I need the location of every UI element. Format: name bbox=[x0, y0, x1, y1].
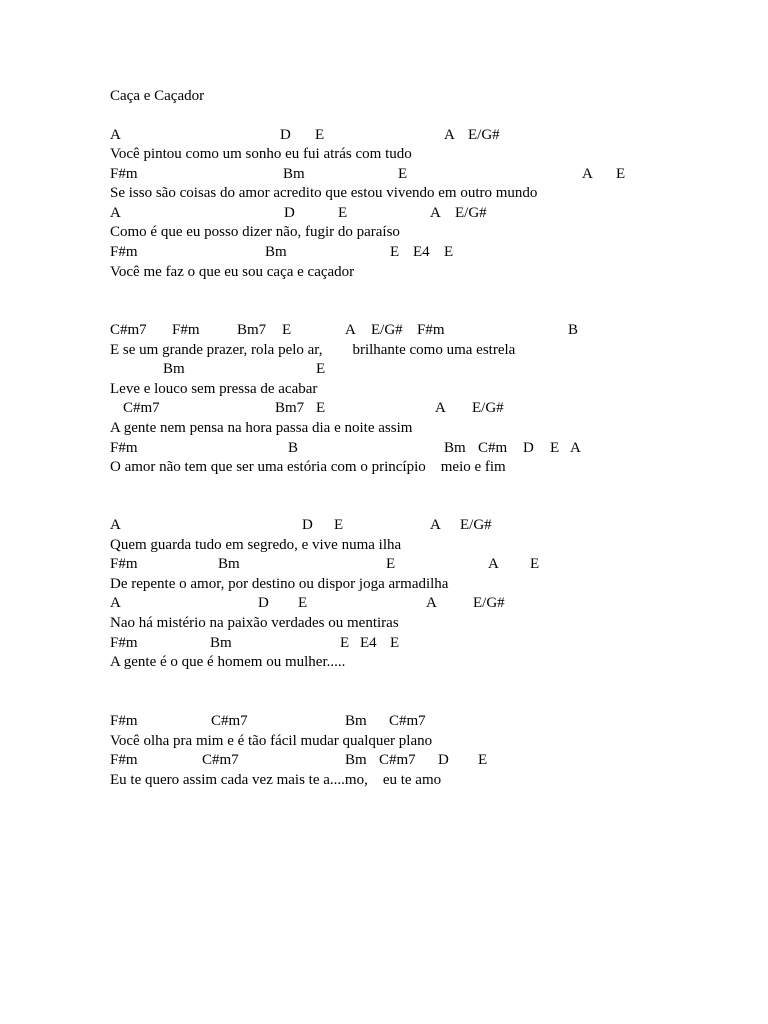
chord: F#m bbox=[110, 439, 138, 456]
chord: E bbox=[390, 634, 400, 651]
chord: A bbox=[570, 439, 581, 456]
chord: E bbox=[338, 204, 348, 221]
chord: A bbox=[110, 126, 121, 143]
lyric: A gente nem pensa na hora passa dia e noite assim bbox=[110, 419, 413, 436]
chord: E bbox=[550, 439, 560, 456]
lyric: O amor não tem que ser uma estória com o princípio meio e fim bbox=[110, 459, 506, 476]
chord: E bbox=[390, 244, 400, 261]
chord: F#m bbox=[110, 165, 138, 182]
chord: E bbox=[386, 556, 396, 573]
chord: Bm bbox=[218, 556, 240, 573]
chord: E/G# bbox=[473, 595, 505, 612]
lyric: Você me faz o que eu sou caça e caçador bbox=[110, 263, 355, 280]
chord: E bbox=[316, 361, 326, 378]
chord-line bbox=[110, 321, 750, 341]
chord-line bbox=[110, 165, 750, 185]
chord: A bbox=[488, 556, 499, 573]
lyric: Como é que eu posso dizer não, fugir do paraíso bbox=[110, 224, 400, 241]
chord: E4 bbox=[360, 634, 377, 651]
chord: E/G# bbox=[472, 400, 504, 417]
chord: C#m7 bbox=[389, 713, 426, 729]
chord: C#m7 bbox=[379, 752, 416, 769]
verse-2 bbox=[110, 321, 750, 478]
chord: Bm bbox=[345, 713, 367, 729]
chord: A bbox=[110, 517, 121, 533]
chord-line bbox=[110, 243, 750, 263]
lyric-line bbox=[110, 184, 750, 204]
chord: A bbox=[110, 204, 121, 221]
chord: F#m bbox=[172, 322, 200, 338]
chord-line bbox=[110, 204, 750, 224]
chord: E4 bbox=[413, 244, 430, 261]
chord: E bbox=[530, 556, 540, 573]
lyric-line bbox=[110, 771, 750, 791]
verse-3 bbox=[110, 516, 750, 673]
lyric: Você olha pra mim e é tão fácil mudar qualquer plano bbox=[110, 732, 433, 749]
lyric-line bbox=[110, 223, 750, 243]
lyric-line bbox=[110, 614, 750, 634]
verse-4 bbox=[110, 712, 750, 790]
chord: C#m7 bbox=[123, 400, 160, 417]
chord: F#m bbox=[417, 322, 445, 338]
chord: E bbox=[616, 165, 626, 182]
lyric-line bbox=[110, 145, 750, 165]
chord: C#m7 bbox=[211, 713, 248, 729]
chord: F#m bbox=[110, 556, 138, 573]
chord: Bm bbox=[163, 361, 185, 378]
lyric-line bbox=[110, 263, 750, 283]
chord: E/G# bbox=[460, 517, 492, 533]
chord: Bm bbox=[444, 439, 466, 456]
chord: E/G# bbox=[371, 322, 403, 338]
chord: A bbox=[345, 322, 356, 338]
verse-1 bbox=[110, 126, 750, 283]
chord: E/G# bbox=[468, 126, 500, 143]
lyric: Nao há mistério na paixão verdades ou mentiras bbox=[110, 614, 399, 631]
chord: D bbox=[302, 517, 313, 533]
chord: B bbox=[568, 322, 579, 338]
chord-line bbox=[110, 751, 750, 771]
lyric: Eu te quero assim cada vez mais te a....mo, eu te amo bbox=[110, 771, 442, 788]
chord: Bm bbox=[345, 752, 367, 769]
chord: A bbox=[430, 517, 441, 533]
lyric-line bbox=[110, 419, 750, 439]
chord: E bbox=[316, 400, 326, 417]
chord: C#m bbox=[478, 439, 508, 456]
lyric: Você pintou como um sonho eu fui atrás com tudo bbox=[110, 146, 412, 163]
chord: D bbox=[523, 439, 534, 456]
chord: C#m7 bbox=[110, 322, 147, 338]
chord-line bbox=[110, 634, 750, 654]
chord: Bm7 bbox=[275, 400, 305, 417]
chord: E bbox=[340, 634, 350, 651]
chord: A bbox=[435, 400, 446, 417]
lyric: E se um grande prazer, rola pelo ar, brilhante como uma estrela bbox=[110, 341, 516, 358]
chord: E bbox=[282, 322, 292, 338]
chord: F#m bbox=[110, 244, 138, 261]
chord: D bbox=[284, 204, 295, 221]
chord-line bbox=[110, 399, 750, 419]
song-title: Caça e Caçador bbox=[110, 88, 205, 104]
chord: D bbox=[438, 752, 449, 769]
chord-line bbox=[110, 516, 750, 536]
chord: D bbox=[280, 126, 291, 143]
chord-line bbox=[110, 126, 750, 146]
chord: F#m bbox=[110, 713, 138, 729]
chord-line bbox=[110, 439, 750, 459]
lyric: A gente é o que é homem ou mulher..... bbox=[110, 654, 346, 671]
chord: C#m7 bbox=[202, 752, 239, 769]
lyric-line bbox=[110, 536, 750, 556]
lyric: Quem guarda tudo em segredo, e vive numa ilha bbox=[110, 536, 402, 553]
chord: A bbox=[430, 204, 441, 221]
lyric-line bbox=[110, 341, 750, 361]
chord: Bm bbox=[265, 244, 287, 261]
chord: Bm bbox=[210, 634, 232, 651]
chord-line bbox=[110, 555, 750, 575]
lyric: De repente o amor, por destino ou dispor joga armadilha bbox=[110, 575, 449, 592]
chord-line bbox=[110, 360, 750, 380]
chord: F#m bbox=[110, 752, 138, 769]
lyric-line bbox=[110, 575, 750, 595]
lyric-line bbox=[110, 458, 750, 478]
lyric-line bbox=[110, 653, 750, 673]
chord: F#m bbox=[110, 634, 138, 651]
chord: Bm bbox=[283, 165, 305, 182]
chord: E bbox=[478, 752, 488, 769]
chord-line bbox=[110, 594, 750, 614]
lyric-line bbox=[110, 732, 750, 752]
lyric: Leve e louco sem pressa de acabar bbox=[110, 380, 318, 397]
chord: A bbox=[582, 165, 593, 182]
lyric-line bbox=[110, 380, 750, 400]
chord: A bbox=[444, 126, 455, 143]
lyric: Se isso são coisas do amor acredito que estou vivendo em outro mundo bbox=[110, 185, 538, 202]
chord: Bm7 bbox=[237, 322, 267, 338]
chord: E bbox=[398, 165, 408, 182]
chord: E/G# bbox=[455, 204, 487, 221]
chord-line bbox=[110, 712, 750, 732]
chord: A bbox=[426, 595, 437, 612]
chord: B bbox=[288, 439, 299, 456]
chord: E bbox=[298, 595, 308, 612]
chord: E bbox=[334, 517, 344, 533]
chord: E bbox=[315, 126, 325, 143]
chord: A bbox=[110, 595, 121, 612]
chord: D bbox=[258, 595, 269, 612]
chord: E bbox=[444, 244, 454, 261]
